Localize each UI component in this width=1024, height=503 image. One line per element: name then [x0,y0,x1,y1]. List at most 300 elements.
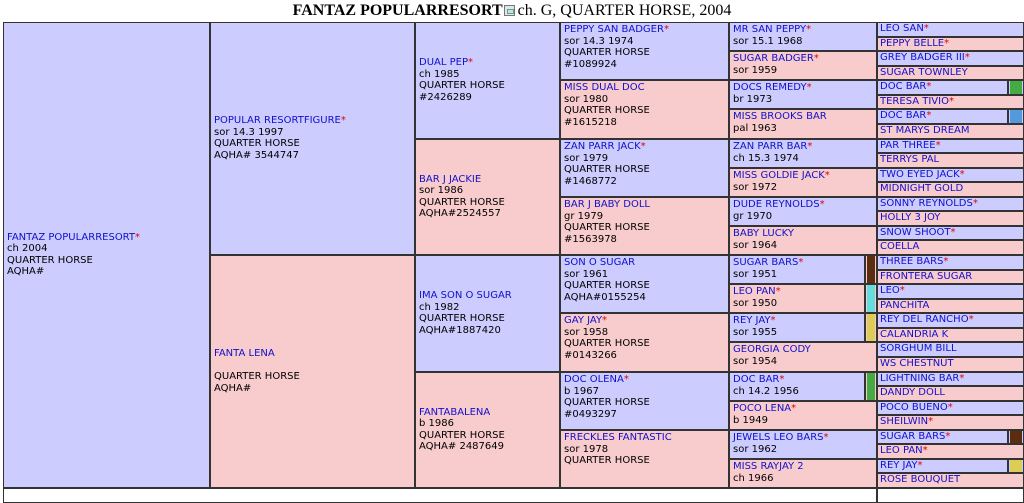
g5-ancestor-cell [877,444,1024,459]
ancestor-name-link[interactable]: MISS GOLDIE JACK [733,170,825,181]
g4-ancestor-cell [729,226,877,255]
registry-star-mark: * [791,403,797,414]
page-title [0,0,1024,22]
g5-ancestor-cell [877,182,1024,197]
ancestor-name-line [733,228,873,240]
ancestor-name-link[interactable]: LEO [880,285,900,296]
g4-ancestor-cell [729,372,865,401]
g2-ancestor-cell [415,255,560,372]
g5-ancestor-cell [877,357,1024,372]
ancestor-name-line [733,53,873,65]
footer-cell-left [3,488,877,503]
ancestor-name-link[interactable]: LEO SAN [880,23,924,34]
ancestor-name-link[interactable]: LEO PAN [880,445,923,456]
g5-ancestor-cell [877,459,1008,473]
ancestor-name-link[interactable]: BABY LUCKY [733,228,794,239]
ancestor-name-line [880,227,1021,239]
g4-ancestor-cell [729,51,877,80]
ancestor-detail: AQHA# [214,382,252,394]
g4-ancestor-cell [729,22,877,51]
ancestor-name-line [880,314,1021,326]
ancestor-detail: sor 1959 [733,64,778,76]
g5-ancestor-cell [877,66,1024,80]
registry-star-mark: * [623,374,629,385]
ancestor-name-line [733,461,873,473]
ancestor-name-link[interactable]: THREE BARS [880,256,944,267]
g5-ancestor-cell [877,401,1024,415]
registry-star-mark: * [135,231,141,243]
ancestor-detail: QUARTER HORSE [564,47,650,58]
ancestor-name-link[interactable]: PEPPY SAN BADGER [564,24,664,35]
ancestor-name-line [564,24,725,36]
ancestor-detail: br 1973 [733,93,773,105]
g4-ancestor-cell [729,459,877,488]
ancestor-detail: ch 1982 [419,301,460,313]
ancestor-name-link[interactable]: GEORGIA CODY [733,344,811,355]
ancestor-detail: sor 1962 [733,443,778,455]
ancestor-name-link[interactable]: TERESA TIVIO [880,96,949,107]
ancestor-name-link[interactable]: POCO LENA [733,403,792,414]
ancestor-detail: QUARTER HORSE [564,105,650,116]
ancestor-name-link[interactable]: SUGAR BARS [733,257,799,268]
ancestor-name-link[interactable]: FRECKLES FANTASTIC [564,432,672,443]
ancestor-name-link[interactable]: MISS RAYJAY 2 [733,461,804,472]
ancestor-name-link[interactable]: ST MARYS DREAM [880,125,970,136]
registry-star-mark: * [806,24,812,35]
g5-ancestor-cell [877,270,1024,284]
ancestor-name-line [733,403,873,415]
g3-ancestor-cell [560,139,729,197]
ancestor-detail: sor 1961 [564,268,609,280]
ancestor-detail: sor 14.3 1997 [214,126,284,138]
g5-ancestor-cell [877,211,1024,226]
ancestor-name-line [880,416,1021,428]
ancestor-detail: sor 1954 [733,355,778,367]
g5-ancestor-cell [877,197,1024,211]
ancestor-name-link[interactable]: DUDE REYNOLDS [733,199,820,210]
ancestor-name-link[interactable]: POCO BUENO [880,402,948,413]
registry-star-mark: * [948,96,954,107]
ancestor-name-link[interactable]: FANTA LENA [214,348,275,359]
g5-ancestor-cell [877,95,1024,109]
g5-ancestor-cell [877,240,1024,255]
ancestor-detail: #1563978 [564,233,617,245]
ancestor-name-link[interactable]: DOC OLENA [564,374,624,385]
g3-ancestor-cell [560,197,729,255]
ancestor-name-line [564,257,725,269]
ancestor-name-line [564,141,725,153]
ancestor-name-line [564,82,725,94]
ancestor-name-link[interactable]: GAY JAY [564,315,603,326]
ancestor-name-link[interactable]: SUGAR TOWNLEY [880,67,968,78]
registry-star-mark: * [798,257,804,268]
g5-ancestor-cell [877,386,1024,401]
registry-star-mark: * [947,402,953,413]
ancestor-detail [564,467,725,479]
ancestor-name-line [880,445,1021,457]
ancestor-name-line [880,474,1021,486]
g4-ancestor-cell [729,139,877,168]
registry-star-mark: * [928,416,934,427]
ancestor-detail: #0493297 [564,408,617,420]
ancestor-name-link[interactable]: ZAN PARR BAR [733,141,808,152]
registry-star-mark: * [968,314,974,325]
page-title-horse-name: FANTAZ POPULARRESORT [292,2,503,19]
ancestor-name-line [7,232,206,244]
ancestor-name-link[interactable]: REY JAY [733,315,771,326]
registry-star-mark: * [964,52,970,63]
ancestor-name-line [880,431,1005,443]
registry-star-mark: * [340,115,346,126]
registry-star-mark: * [926,110,932,121]
ancestor-name-line [419,290,556,302]
ancestor-name-line [880,241,1021,253]
registry-star-mark: * [775,286,781,297]
ancestor-name-link[interactable]: SONNY REYNOLDS [880,198,973,209]
g5-ancestor-cell [877,372,1024,386]
ancestor-detail: gr 1970 [733,210,773,222]
ancestor-detail: sor 1964 [733,239,778,251]
ancestor-detail: AQHA#2524557 [419,208,501,219]
g3-ancestor-cell [560,22,729,80]
ancestor-name-line [880,140,1021,152]
ancestor-name-link[interactable]: ROSE BOUQUET [880,474,961,485]
registry-star-mark: * [468,57,473,68]
ancestor-name-link[interactable]: DOCS REMEDY [733,82,807,93]
color-swatch [1008,459,1024,473]
ancestor-detail: AQHA# 2487649 [419,441,504,452]
ancestor-detail: #0143266 [564,349,617,361]
ancestor-name-link[interactable]: MR SAN PEPPY [733,24,807,35]
ancestor-name-line [564,199,725,211]
ancestor-name-line [880,285,1021,297]
ancestor-name-line [733,24,873,36]
ancestor-name-link[interactable]: SNOW SHOOT [880,227,951,238]
ancestor-detail: sor 1972 [733,181,778,193]
ancestor-detail: sor 1955 [733,326,778,338]
ancestor-name-line [880,38,1021,50]
g3-ancestor-cell [560,80,729,139]
ancestor-name-link[interactable]: DOC BAR [733,374,780,385]
ancestor-name-line [880,343,1021,355]
g4-ancestor-cell [729,284,865,313]
g5-ancestor-cell [877,153,1024,168]
registry-star-mark: * [813,53,819,64]
ancestor-detail: AQHA# [7,266,45,277]
registry-star-mark: * [945,431,951,442]
g4-ancestor-cell [729,430,877,459]
ancestor-name-line [880,96,1021,108]
g5-ancestor-cell [877,226,1024,240]
registry-star-mark: * [824,170,830,181]
ancestor-detail: b 1986 [419,418,454,429]
ancestor-detail: QUARTER HORSE [419,80,505,91]
g4-ancestor-cell [729,255,865,284]
g3-ancestor-cell [560,372,729,430]
ancestor-name-link[interactable]: SHEILWIN [880,416,929,427]
ancestor-name-line [880,52,1021,64]
ancestor-name-link[interactable]: TWO EYED JACK [880,169,960,180]
g1-ancestor-cell [210,255,415,488]
ancestor-detail: b 1967 [564,385,599,397]
g5-ancestor-cell [877,255,1024,270]
ancestor-detail: AQHA#0155254 [564,291,646,303]
registry-star-mark: * [917,460,923,471]
ancestor-name-link[interactable]: SORGHUM BILL [880,343,957,354]
registry-star-mark: * [959,169,965,180]
ancestor-detail: pal 1963 [733,122,777,134]
ancestor-name-line [880,183,1021,195]
ancestor-name-link[interactable]: DANDY DOLL [880,387,945,398]
color-swatch [865,255,877,284]
ancestor-name-link[interactable]: BAR J JACKIE [419,173,482,185]
g5-ancestor-cell [877,415,1024,430]
ancestor-detail: QUARTER HORSE [564,164,650,175]
ancestor-detail: sor 14.3 1974 [564,35,634,47]
ancestor-detail: sor 1950 [733,297,778,309]
ancestor-name-link[interactable]: COELLA [880,241,920,252]
g4-ancestor-cell [729,342,877,372]
ancestor-name-line [733,257,861,269]
ancestor-name-link[interactable]: ZAN PARR JACK [564,141,641,152]
registry-star-mark: * [926,81,932,92]
ancestor-detail: #1089924 [564,58,617,70]
ancestor-name-line [564,374,725,386]
g4-ancestor-cell [729,313,865,342]
g5-ancestor-cell [877,284,1024,299]
footer-cell-right [877,488,1024,503]
ancestor-name-link[interactable]: JEWELS LEO BARS [733,432,824,443]
ancestor-detail: QUARTER HORSE [564,397,650,408]
ancestor-name-link[interactable]: CALANDRIA K [880,329,949,340]
ancestor-name-link[interactable]: LIGHTNING BAR [880,373,960,384]
ancestor-name-line [880,460,1005,472]
ancestor-detail: QUARTER HORSE [419,313,505,324]
ancestor-name-link[interactable]: SUGAR BADGER [733,53,814,64]
ancestor-name-line [733,170,873,182]
subject-cell [3,22,210,488]
ancestor-name-line [880,169,1021,181]
g4-ancestor-cell [729,80,877,109]
g5-ancestor-cell [877,430,1008,444]
g5-ancestor-cell [877,313,1024,328]
ancestor-detail [214,360,411,372]
ancestor-name-line [733,199,873,211]
ancestor-detail: QUARTER HORSE [564,455,650,466]
g3-ancestor-cell [560,430,729,488]
ancestor-name-line [733,286,861,298]
ancestor-name-link[interactable]: PAR THREE [880,140,936,151]
registry-star-mark: * [935,140,941,151]
color-swatch [865,284,877,313]
ancestor-name-link[interactable]: REY JAY [880,460,918,471]
pedigree-table [3,22,1024,488]
ancestor-name-link[interactable]: DUAL PEP [419,57,468,68]
ancestor-detail: #1615218 [564,116,617,128]
ancestor-name-line [214,348,411,360]
ancestor-detail: QUARTER HORSE [564,338,650,349]
ancestor-detail: AQHA# 3544747 [214,149,299,161]
ancestor-detail: #1468772 [564,175,617,187]
ancestor-name-line [564,315,725,327]
g4-ancestor-cell [729,168,877,197]
registry-star-mark: * [663,24,669,35]
ancestor-name-link[interactable]: REY DEL RANCHO [880,314,969,325]
ancestor-name-line [733,111,873,123]
g5-ancestor-cell [877,22,1024,37]
ancestor-detail: QUARTER HORSE [214,138,300,149]
ancestor-detail: QUARTER HORSE [7,254,93,266]
g2-ancestor-cell [415,139,560,255]
ancestor-name-link[interactable]: SUGAR BARS [880,431,946,442]
registry-star-mark: * [899,285,905,296]
g3-ancestor-cell [560,313,729,372]
ancestor-name-link[interactable]: LEO PAN [733,286,776,297]
ancestor-detail: QUARTER HORSE [564,222,650,233]
color-swatch [1008,109,1024,124]
registry-star-mark: * [922,445,928,456]
ancestor-name-line [880,387,1021,399]
pedigree-table-footer [3,488,1024,503]
ancestor-detail: AQHA#1887420 [419,324,501,336]
ancestor-name-link[interactable]: DOC BAR [880,81,927,92]
registry-star-mark: * [823,432,829,443]
ancestor-detail: ch 1966 [733,472,774,484]
ancestor-detail: sor 1978 [564,443,609,455]
ancestor-name-link[interactable]: FANTAZ POPULARRESORT [7,231,136,243]
g4-ancestor-cell [729,197,877,226]
g5-ancestor-cell [877,109,1008,124]
ancestor-detail: QUARTER HORSE [564,280,650,291]
ancestor-name-line [419,407,556,419]
ancestor-detail: gr 1979 [564,210,604,222]
color-swatch [1008,430,1024,444]
ancestor-name-line [419,174,556,186]
g5-ancestor-cell [877,51,1024,66]
ancestor-detail: sor 1986 [419,185,464,196]
registry-star-mark: * [950,227,956,238]
ancestor-name-link[interactable]: PANCHITA [880,300,930,311]
ancestor-detail: QUARTER HORSE [214,371,300,382]
ancestor-name-line [880,329,1021,341]
ancestor-name-link[interactable]: FANTABALENA [419,406,491,418]
color-swatch [865,372,877,401]
registry-star-mark: * [602,315,608,326]
ancestor-name-line [880,198,1021,210]
ancestor-detail: ch 1985 [419,68,460,80]
registry-star-mark: * [807,141,813,152]
registry-star-mark: * [972,198,978,209]
registry-star-mark: * [806,82,812,93]
ancestor-name-link[interactable]: IMA SON O SUGAR [419,290,512,301]
ancestor-name-line [564,432,725,444]
ancestor-detail: sor 1980 [564,93,609,105]
ancestor-name-line [880,373,1021,385]
g5-ancestor-cell [877,37,1024,51]
ancestor-name-line [880,110,1005,122]
registry-star-mark: * [959,373,965,384]
registry-star-mark: * [923,23,929,34]
registry-star-mark: * [819,199,825,210]
ancestor-name-link[interactable]: HOLLY 3 JOY [880,212,941,223]
page-title-details: ch. G, QUARTER HORSE, 2004 [517,2,732,19]
ancestor-detail: sor 1979 [564,152,609,164]
g5-ancestor-cell [877,139,1024,153]
g1-ancestor-cell [210,22,415,255]
ancestor-name-link[interactable]: SON O SUGAR [564,257,636,268]
g5-ancestor-cell [877,124,1024,139]
ancestor-name-line [214,115,411,127]
g5-ancestor-cell [877,328,1024,342]
registry-star-mark: * [779,374,785,385]
ancestor-name-link[interactable]: MIDNIGHT GOLD [880,183,964,194]
ancestor-name-link[interactable]: POPULAR RESORTFIGURE [214,115,341,126]
image-icon[interactable] [504,5,515,16]
ancestor-name-line [733,141,873,153]
g4-ancestor-cell [729,109,877,139]
ancestor-name-link[interactable]: WS CHESTNUT [880,358,954,369]
ancestor-name-line [880,300,1021,312]
g4-ancestor-cell [729,401,877,430]
ancestor-name-link[interactable]: GREY BADGER III [880,52,965,63]
ancestor-name-line [880,81,1005,93]
ancestor-detail: b 1949 [733,414,768,426]
g2-ancestor-cell [415,372,560,488]
g2-ancestor-cell [415,22,560,139]
ancestor-detail: sor 1958 [564,326,609,338]
registry-star-mark: * [770,315,776,326]
g5-ancestor-cell [877,80,1008,95]
ancestor-name-line [733,432,873,444]
registry-star-mark: * [943,256,949,267]
ancestor-name-line [733,374,861,386]
ancestor-name-link[interactable]: DOC BAR [880,110,927,121]
registry-star-mark: * [944,38,950,49]
g5-ancestor-cell [877,473,1024,488]
ancestor-detail: ch 2004 [7,243,48,254]
ancestor-name-line [880,358,1021,370]
ancestor-detail: QUARTER HORSE [419,429,505,441]
ancestor-name-link[interactable]: MISS BROOKS BAR [733,111,827,122]
ancestor-name-link[interactable]: FRONTERA SUGAR [880,271,973,282]
ancestor-name-line [880,67,1021,79]
ancestor-name-line [880,271,1021,283]
ancestor-detail: sor 15.1 1968 [733,35,803,47]
ancestor-name-line [880,154,1021,166]
registry-star-mark: * [640,141,646,152]
ancestor-name-line [733,344,873,356]
ancestor-detail: QUARTER HORSE [419,196,505,208]
ancestor-name-link[interactable]: PEPPY BELLE [880,38,945,49]
ancestor-name-link[interactable]: BAR J BABY DOLL [564,199,650,210]
ancestor-detail: ch 14.2 1956 [733,385,799,397]
color-swatch [865,313,877,342]
ancestor-detail: ch 15.3 1974 [733,152,799,164]
ancestor-name-line [733,82,873,94]
g5-ancestor-cell [877,168,1024,182]
g3-ancestor-cell [560,255,729,313]
ancestor-name-line [733,315,861,327]
ancestor-name-line [880,23,1021,35]
ancestor-name-line [880,125,1021,137]
ancestor-name-link[interactable]: MISS DUAL DOC [564,82,645,93]
g5-ancestor-cell [877,342,1024,357]
ancestor-name-link[interactable]: TERRYS PAL [880,154,940,165]
color-swatch [1008,80,1024,95]
ancestor-detail: sor 1951 [733,268,778,280]
g5-ancestor-cell [877,299,1024,313]
ancestor-detail: #2426289 [419,91,472,103]
